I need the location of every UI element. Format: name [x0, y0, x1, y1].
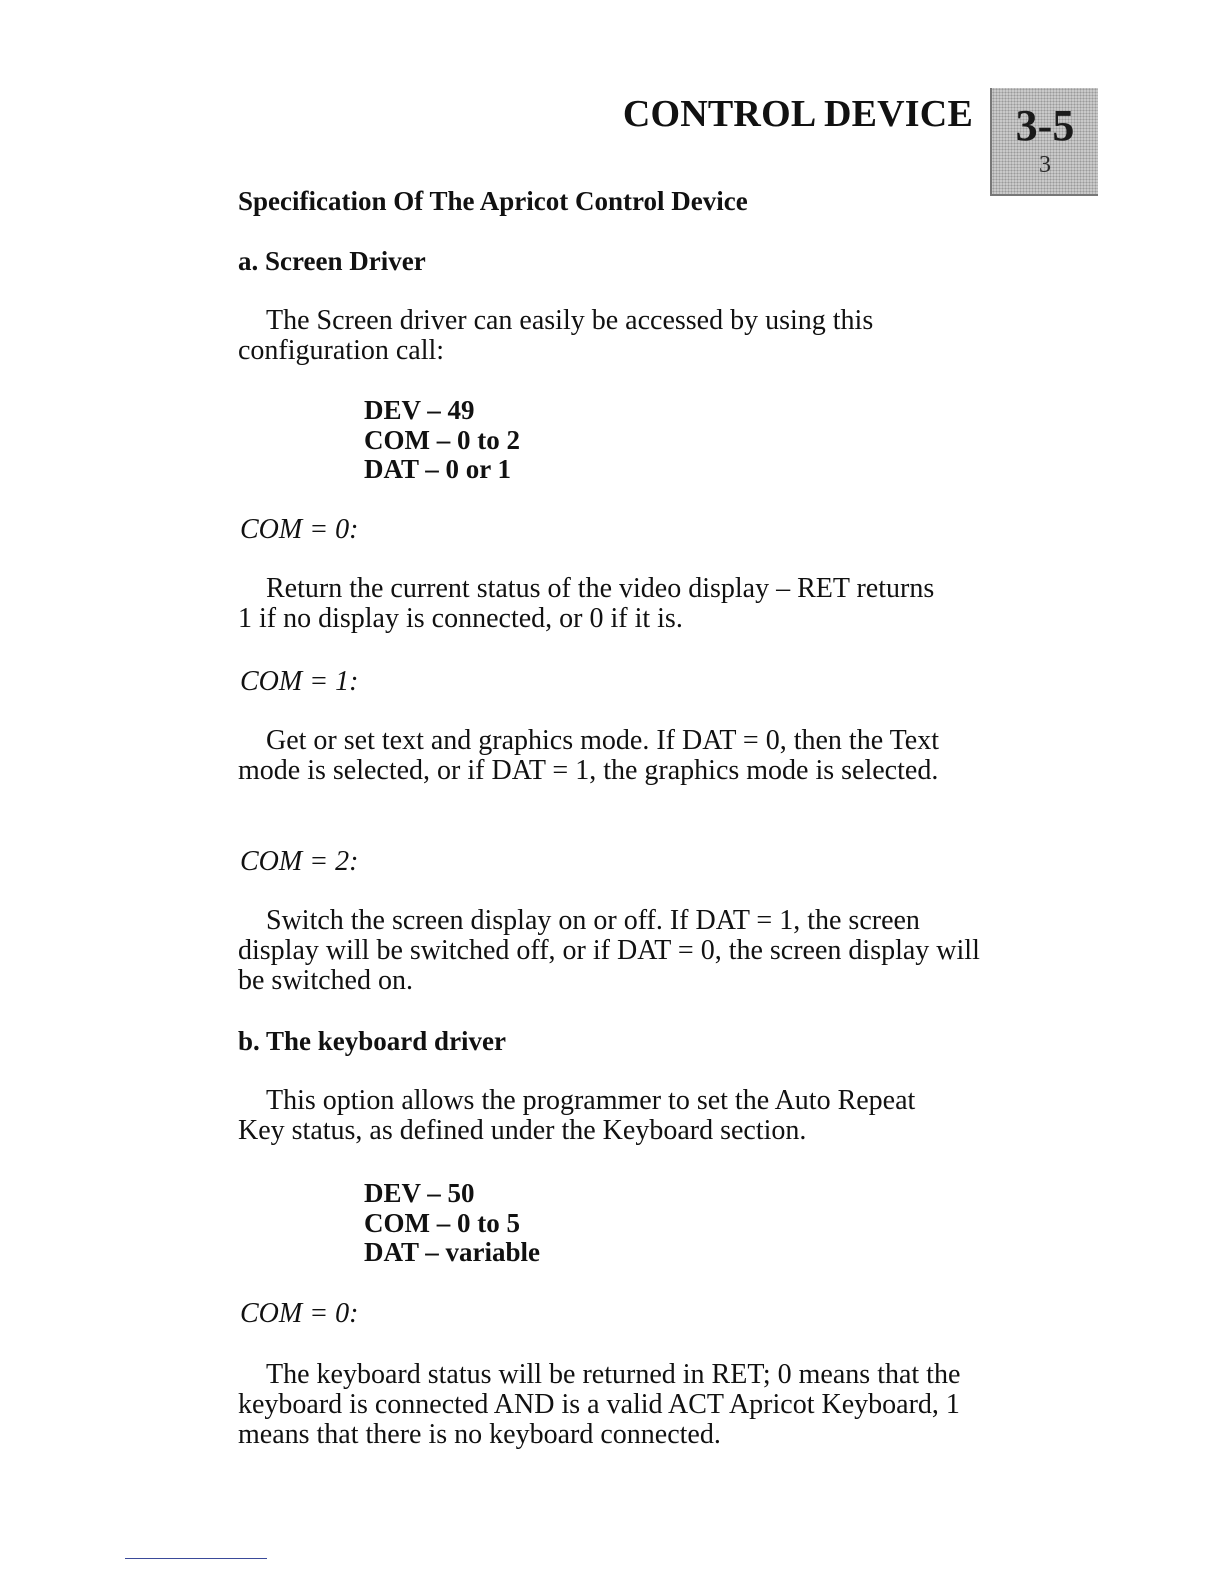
section-title: Specification Of The Apricot Control Device — [238, 186, 748, 216]
tab-page-number: 3-5 — [1015, 101, 1075, 150]
keyboard-driver-heading: b. The keyboard driver — [238, 1026, 507, 1056]
com-label: COM = 2: — [240, 846, 359, 877]
config-com: COM – 0 to 2 — [364, 424, 520, 455]
config-dev: DEV – 50 — [364, 1178, 475, 1208]
footer-rule — [125, 1558, 267, 1559]
config-dev: DEV – 49 — [364, 395, 475, 425]
keyboard-driver-config — [364, 1179, 540, 1268]
com-label: COM = 0: — [240, 1298, 359, 1329]
keyboard-driver-intro: This option allows the programmer to set the Auto Repeat Key status, as defined under the Keyboard section. — [238, 1085, 916, 1146]
screen-driver-heading: a. Screen Driver — [238, 246, 426, 276]
com-description: The keyboard status will be returned in RET; 0 means that the keyboard is connected AND is a valid ACT Apricot Keyboard, 1 means that there is no keyboard connected. — [238, 1359, 961, 1450]
config-dat: DAT – variable — [364, 1237, 541, 1267]
com-description: Switch the screen display on or off. If DAT = 1, the screen display will be switched off, or if DAT = 0, the screen display will be switched on. — [238, 905, 980, 996]
tab-chapter-number: 3 — [1039, 152, 1051, 178]
screen-driver-intro: The Screen driver can easily be accessed by using this configuration call: — [238, 305, 874, 366]
com-label: COM = 0: — [240, 514, 359, 545]
com-label: COM = 1: — [240, 666, 359, 697]
config-dat: DAT – 0 or 1 — [364, 454, 512, 484]
chapter-tab — [990, 88, 1098, 196]
com-description: Return the current status of the video display – RET returns 1 if no display is connected, or 0 if it is. — [238, 573, 935, 634]
chapter-title: CONTROL DEVICE — [622, 93, 973, 135]
com-description: Get or set text and graphics mode. If DAT = 0, then the Text mode is selected, or if DAT = 1, the graphics mode is selected. — [238, 725, 939, 786]
screen-driver-config — [364, 396, 520, 485]
config-com: COM – 0 to 5 — [364, 1207, 520, 1238]
